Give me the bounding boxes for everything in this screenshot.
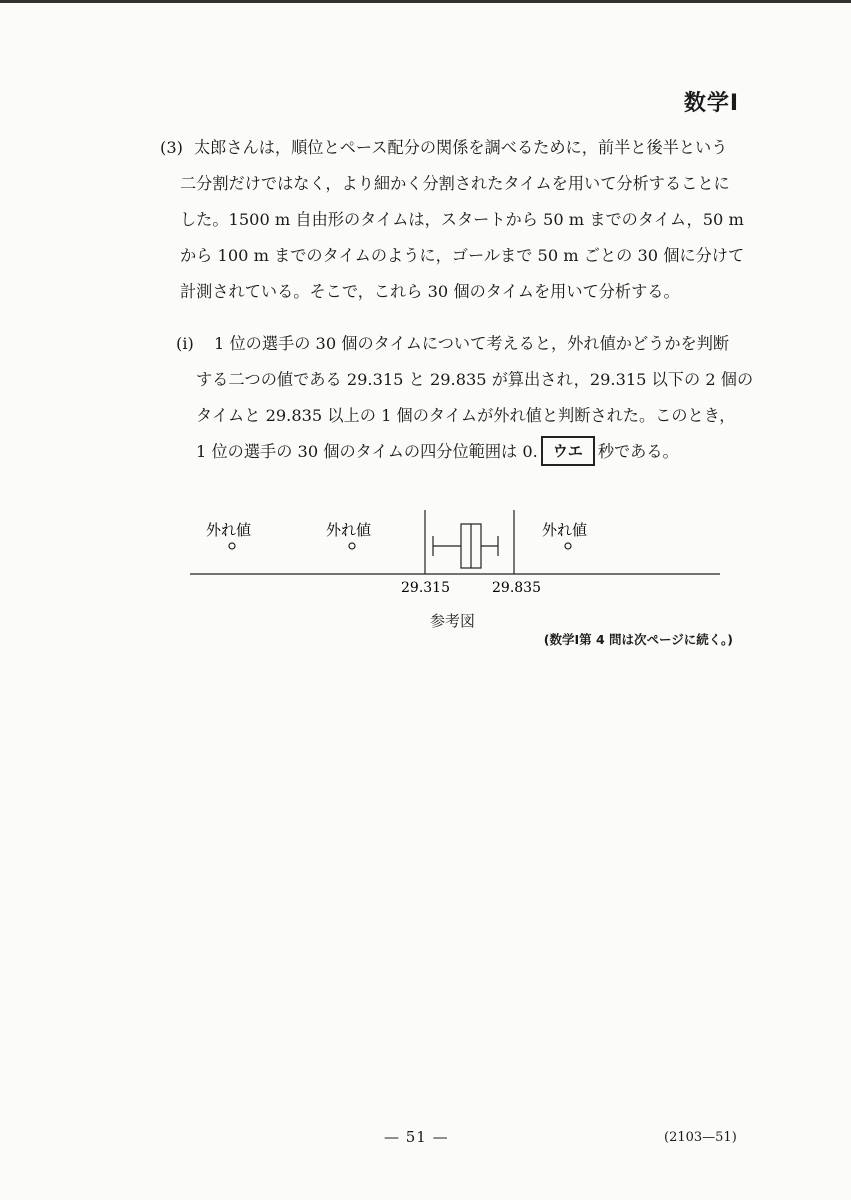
lower-bound-label: 29.315 [401,580,450,596]
subquestion-line: 1 位の選手の 30 個のタイムについて考えると，外れ値かどうかを判断 [214,334,730,353]
figure-caption: 参考図 [430,612,476,630]
last-line-text: 秒である。 [597,442,679,461]
subquestion-line: する二つの値である 29.315 と 29.835 が算出され，29.315 以下の 2 個の [196,370,754,389]
last-line-text: 1 位の選手の 30 個のタイムの四分位範囲は 0. [196,442,538,461]
question-line: 計測されている。そこで，これら 30 個のタイムを用いて分析する。 [180,282,680,301]
question-line: した。1500 m 自由形のタイムは，スタートから 50 m までのタイム，50 m [180,210,744,229]
question-line: 二分割だけではなく，より細かく分割されたタイムを用いて分析することに [180,174,730,193]
question-number: (3) [160,138,183,157]
subject-title: 数学Ⅰ [683,91,739,116]
page-code: (2103—51) [664,1130,737,1145]
question-line: 太郎さんは，順位とペース配分の関係を調べるために，前半と後半という [194,138,728,157]
outlier-label: 外れ値 [542,521,588,539]
outlier-point [349,543,355,549]
page-number: — 51 — [384,1128,449,1146]
upper-bound-label: 29.835 [492,580,541,596]
question-3 [160,130,750,310]
continue-note: (数学Ⅰ第 4 問は次ページに続く。) [543,632,733,647]
outlier-point [229,543,235,549]
outlier-label: 外れ値 [326,521,372,539]
subquestion-number: (i) [176,334,194,353]
subquestion-i [176,326,754,470]
reference-figure [180,500,730,600]
outlier-label: 外れ値 [206,521,252,539]
subquestion-line: タイムと 29.835 以上の 1 個のタイムが外れ値と判断された。このとき， [196,406,736,425]
question-line: から 100 m までのタイムのように，ゴールまで 50 m ごとの 30 個に分けて [180,246,745,265]
answer-box[interactable]: ウエ [541,436,595,466]
outlier-point [565,543,571,549]
top-border [0,0,851,3]
box-plot [433,524,498,568]
subquestion-last-line [176,434,746,470]
